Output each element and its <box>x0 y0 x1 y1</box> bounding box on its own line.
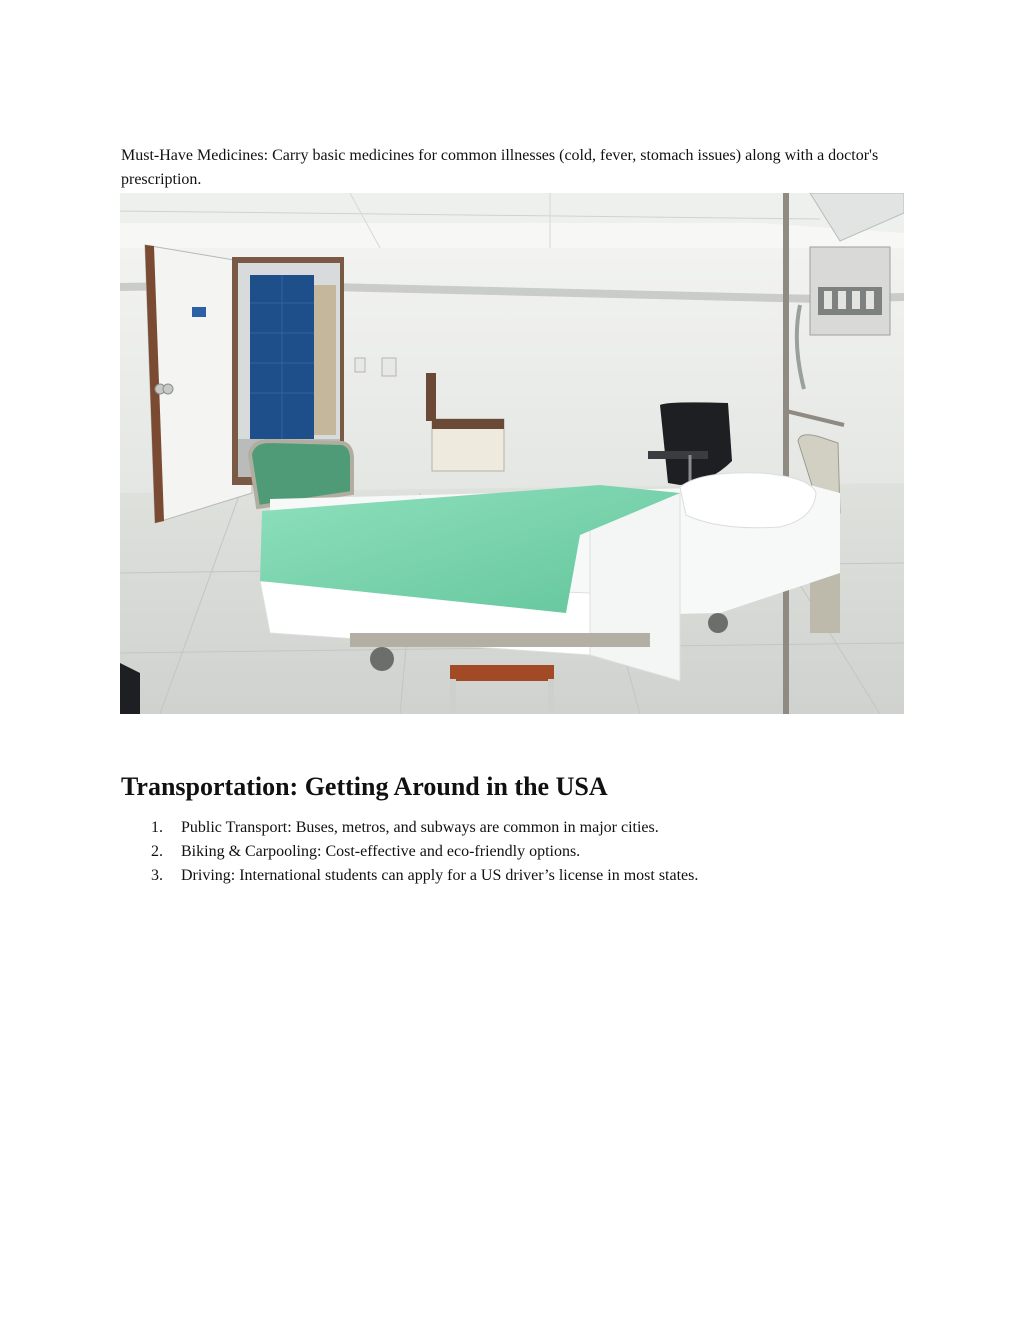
list-item-number: 2. <box>151 843 163 860</box>
list-item-number: 1. <box>151 819 163 836</box>
transport-list <box>121 816 698 888</box>
section-heading: Transportation: Getting Around in the USA <box>121 772 608 801</box>
list-item <box>121 864 698 888</box>
list-item-number: 3. <box>151 867 163 884</box>
intro-paragraph: Must-Have Medicines: Carry basic medicines for common illnesses (cold, fever, stomach issues) along with a doctor's prescription. <box>121 147 879 188</box>
list-item <box>121 840 698 864</box>
door-sign-icon <box>192 307 206 317</box>
list-item <box>121 816 698 840</box>
list-item-text: Public Transport: Buses, metros, and subways are common in major cities. <box>181 819 659 836</box>
list-item-text: Driving: International students can apply for a US driver’s license in most states. <box>181 867 699 884</box>
list-item-text: Biking & Carpooling: Cost-effective and eco-friendly options. <box>181 843 581 860</box>
hospital-room-photo <box>120 193 904 714</box>
